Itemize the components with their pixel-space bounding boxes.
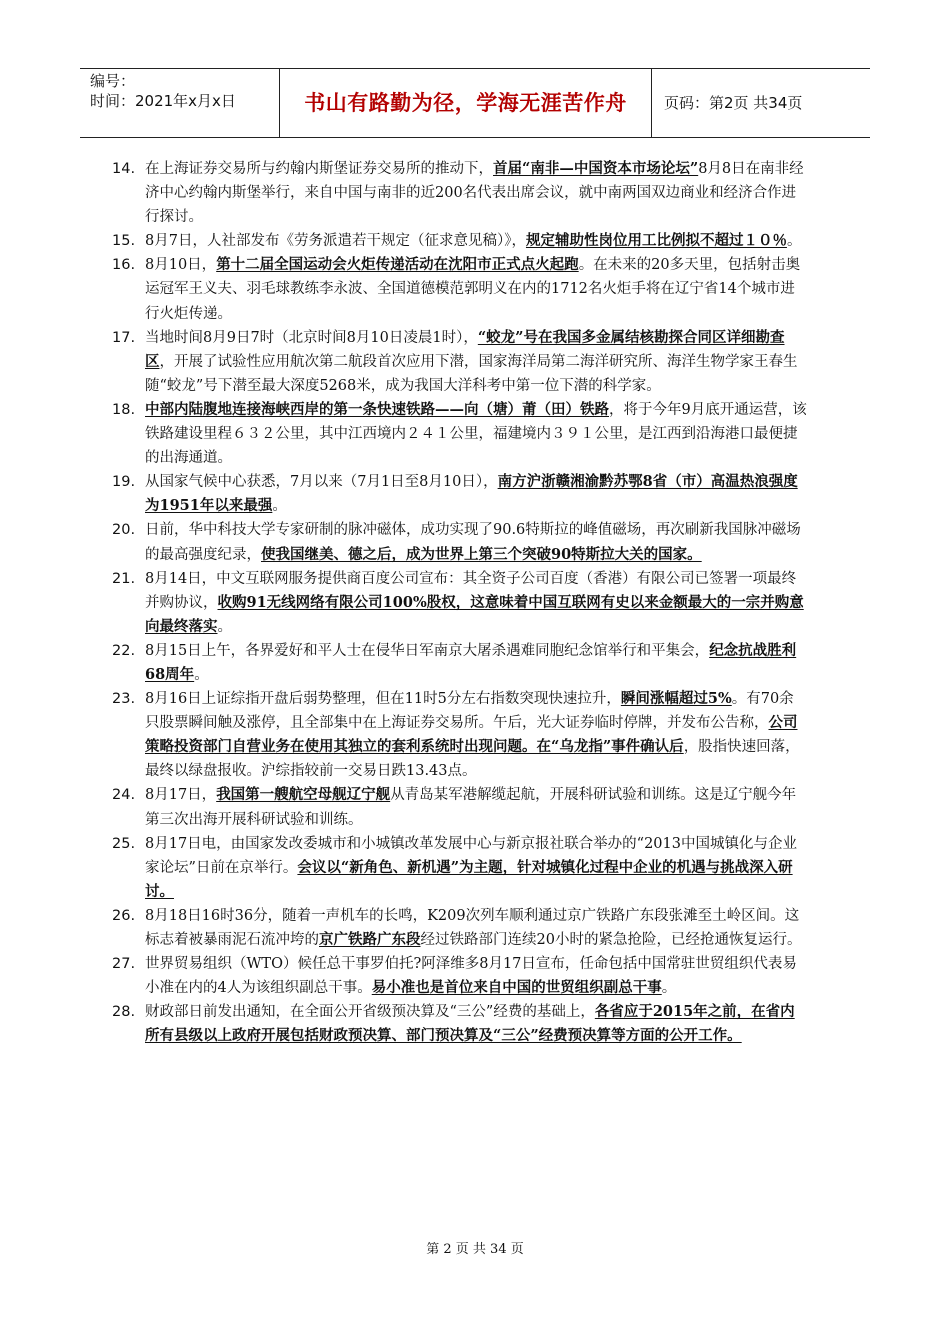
- list-item: [112, 567, 807, 639]
- highlight-text: 纪念抗战胜利68周年: [145, 641, 797, 683]
- list-item: [112, 832, 807, 904]
- item-number: 21.: [112, 570, 136, 587]
- item-text: 8月7日，人社部发布《劳务派遣若干规定（征求意见稿）》，: [145, 233, 526, 250]
- list-item: [112, 904, 807, 952]
- item-text: 8月14日，中文互联网服务提供商百度公司宣布：其全资子公司百度（香港）有限公司已签署一项最终并购协议，: [145, 570, 797, 611]
- item-text: 8月16日上证综指开盘后弱势整理，但在11时5分左右指数突现快速拉升，: [145, 691, 621, 708]
- highlight-text: 我国第一艘航空母舰辽宁舰: [216, 786, 391, 804]
- list-item: [112, 639, 807, 687]
- highlight-text: 南方沪浙赣湘渝黔苏鄂8省（市）高温热浪强度为1951年以来最强: [145, 473, 798, 515]
- highlight-text: “蛟龙”号在我国多金属结核勘探合同区详细勘查区: [145, 328, 785, 370]
- item-number: 14.: [112, 161, 136, 177]
- highlight-text: 公司策略投资部门自营业务在使用其独立的套利系统时出现问题。在“乌龙指”事件确认后: [145, 714, 798, 756]
- item-number: 23.: [112, 691, 136, 708]
- highlight-text: 使我国继美、德之后，成为世界上第三个突破90特斯拉大关的国家。: [261, 545, 702, 563]
- item-number: 25.: [112, 835, 136, 852]
- highlight-text: 会议以“新角色、新机遇”为主题，针对城镇化过程中企业的机遇与挑战深入研讨。: [145, 858, 793, 900]
- item-text: 8月17日电，由国家发改委城市和小城镇改革发展中心与新京报社联合举办的“2013中国城镇化与企业家论坛”日前在京举行。: [145, 835, 797, 876]
- item-text: 。: [217, 618, 232, 635]
- highlight-text: 收购91无线网络有限公司100%股权，这意味着中国互联网有史以来金额最大的一宗并购意向最终落实: [145, 593, 804, 635]
- item-text: 。: [194, 666, 209, 683]
- list-item: [112, 157, 807, 229]
- header-motto: 书山有路勤为径，学海无涯苦作舟: [280, 69, 652, 137]
- list-item: [112, 952, 807, 1000]
- list-item: [112, 518, 807, 566]
- highlight-text: 瞬间涨幅超过5%: [620, 690, 732, 708]
- list-item: [112, 398, 807, 470]
- list-item: [112, 1000, 807, 1048]
- item-text: 8月10日，: [145, 257, 217, 274]
- item-number: 15.: [112, 233, 136, 250]
- highlight-text: 首届“南非—中国资本市场论坛”: [493, 160, 699, 177]
- item-number: 16.: [112, 257, 136, 274]
- item-number: 24.: [112, 787, 136, 804]
- item-number: 17.: [112, 329, 136, 346]
- item-text: 。: [272, 498, 287, 515]
- highlight-text: 第十二届全国运动会火炬传递活动在沈阳市正式点火起跑: [216, 256, 579, 274]
- item-text: 从国家气候中心获悉，7月以来（7月1日至8月10日），: [145, 474, 498, 491]
- list-item: [112, 687, 807, 783]
- item-text: 日前，华中科技大学专家研制的脉冲磁体，成功实现了90.6特斯拉的峰值磁场，再次刷新我国脉冲磁场的最高强度纪录，: [145, 522, 801, 563]
- page-footer: 第 2 页 共 34 页: [426, 1242, 524, 1257]
- page-header: [80, 68, 870, 138]
- highlight-text: 各省应于2015年之前，在省内所有县级以上政府开展包括财政预决算、部门预决算及“三公”经费预决算等方面的公开工作。: [145, 1003, 795, 1045]
- list-item: [112, 253, 807, 325]
- highlight-text: 京广铁路广东段: [319, 931, 421, 948]
- item-text: ，将于今年9月底开通运营，该铁路建设里程６３２公里，其中江西境内２４１公里，福建境内３９１公里，是江西到沿海港口最便捷的出海通道。: [145, 401, 807, 467]
- item-text: ，股指快速回落，最终以绿盘报收。沪综指较前一交易日跌13.43点。: [145, 739, 800, 780]
- highlight-text: 规定辅助性岗位用工比例拟不超过１０％: [525, 232, 787, 250]
- item-number: 26.: [112, 907, 136, 924]
- highlight-text: 中部内陆腹地连接海峡西岸的第一条快速铁路——向（塘）莆（田）铁路: [145, 400, 609, 418]
- item-text: 财政部日前发出通知，在全面公开省级预决算及“三公”经费的基础上，: [145, 1004, 595, 1021]
- item-text: 。在未来的20多天里，包括射击奥运冠军王义夫、羽毛球教练李永波、全国道德模范郭明义在内的1712名火炬手将在辽宁省14个城市进行火炬传递。: [145, 257, 801, 322]
- item-text: 。有70余只股票瞬间触及涨停，且全部集中在上海证券交易所。午后，光大证券临时停牌，并发布公告称，: [145, 691, 794, 732]
- list-item: [112, 229, 807, 253]
- serial-label: 编号：: [90, 72, 136, 90]
- item-number: 18.: [112, 401, 136, 418]
- item-text: 8月17日，: [145, 787, 217, 804]
- list-item: [112, 470, 807, 518]
- item-number: 22.: [112, 642, 136, 659]
- item-text: 8月8日在南非经济中心约翰内斯堡举行，来自中国与南非的近200名代表出席会议，就中南两国双边商业和经济合作进行探讨。: [145, 161, 804, 226]
- item-text: 8月18日16时36分，随着一声机车的长鸣，K209次列车顺利通过京广铁路广东段张滩至土岭区间。这标志着被暴雨泥石流冲垮的: [145, 907, 800, 948]
- item-number: 27.: [112, 956, 136, 973]
- item-text: 。: [786, 233, 802, 250]
- item-number: 20.: [112, 522, 136, 539]
- item-number: 19.: [112, 474, 136, 491]
- item-text: 世界贸易组织（WTO）候任总干事罗伯托?阿泽维多8月17日宣布，任命包括中国常驻世贸组织代表易小准在内的4人为该组织副总干事。: [145, 956, 797, 997]
- list-item: [112, 326, 807, 398]
- list-item: [112, 783, 807, 831]
- item-number: 28.: [112, 1004, 136, 1021]
- item-text: 从青岛某军港解缆起航，开展科研试验和训练。这是辽宁舰今年第三次出海开展科研试验和训练。: [145, 787, 797, 828]
- item-text: 。: [661, 980, 677, 997]
- item-text: 当地时间8月9日7时（北京时间8月10日凌晨1时），: [145, 329, 478, 346]
- item-text: 经过铁路部门连续20小时的紧急抢险，已经抢通恢复运行。: [420, 932, 802, 948]
- item-text: 在上海证券交易所与约翰内斯堡证券交易所的推动下，: [145, 161, 493, 177]
- header-page-code: 页码：第2页 共34页: [664, 94, 803, 112]
- item-text: ，开展了试验性应用航次第二航段首次应用下潜，国家海洋局第二海洋研究所、海洋生物学家王春生随“蛟龙”号下潜至最大深度5268米，成为我国大洋科考中第一位下潜的科学家。: [145, 353, 798, 394]
- header-meta: [80, 69, 280, 137]
- item-text: 8月15日上午，各界爱好和平人士在侵华日军南京大屠杀遇难同胞纪念馆举行和平集会，: [145, 642, 710, 659]
- highlight-text: 易小准也是首位来自中国的世贸组织副总干事: [371, 979, 662, 997]
- date-label: 时间：2021年x月x日: [90, 92, 236, 110]
- news-list: [112, 157, 807, 1048]
